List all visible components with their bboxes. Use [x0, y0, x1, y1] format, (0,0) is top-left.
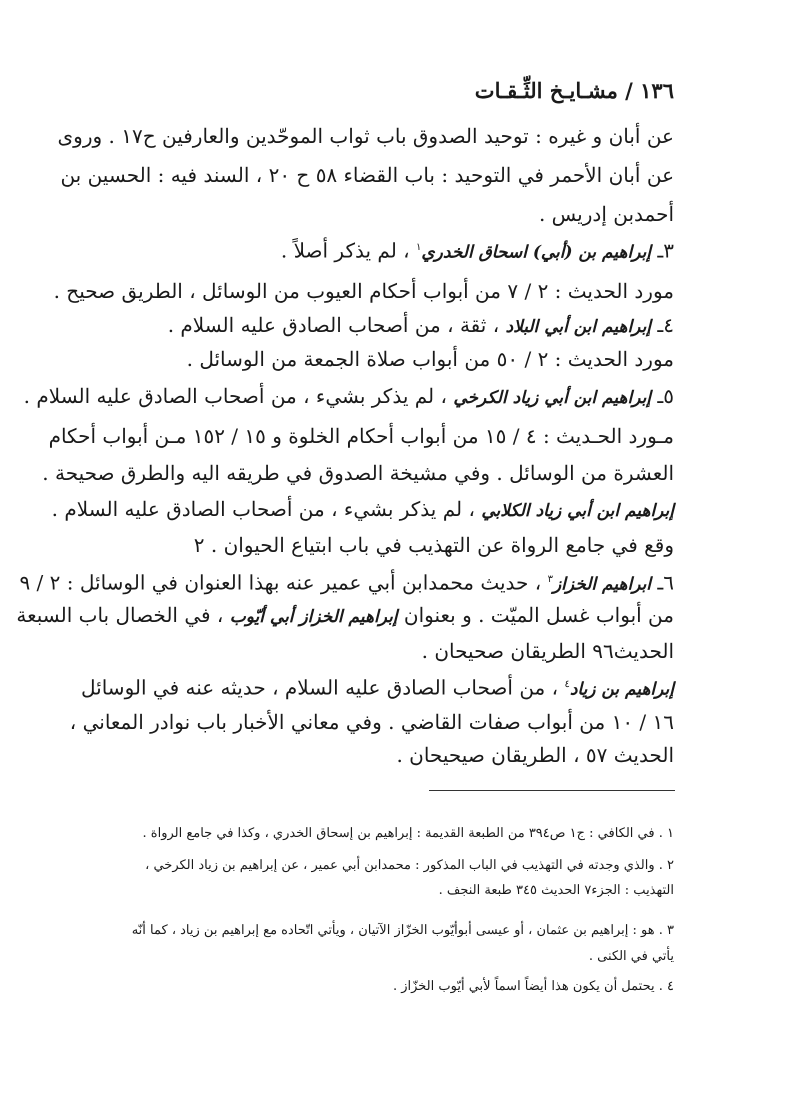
- entry-number: ٦ـ: [657, 570, 674, 595]
- text-line: وقع في جامع الرواة عن التهذيب في باب ابتياع الحيوان . ٢: [193, 533, 674, 557]
- entry-5-line: [24, 381, 674, 413]
- entry-number: ٣ـ: [657, 238, 674, 263]
- text-line-with-name: [16, 600, 674, 632]
- text-line: ١٦ / ١٠ من أبواب صفات القاضي . وفي معاني الأخبار باب نوادر المعاني ،: [69, 710, 674, 734]
- footnote-divider: [429, 790, 675, 791]
- entry-text: ، لم يذكر بشيء ، من أصحاب الصادق عليه السلام .: [23, 384, 447, 408]
- entry-4-line: [168, 310, 674, 342]
- footnote-ref: ١: [416, 242, 422, 253]
- text-line: مورد الحديث : ٢ / ٧ من أبواب أحكام العيوب من الوسائل ، الطريق صحيح .: [53, 279, 674, 303]
- narrator-name: إبراهيم ابن أبي زياد الكلابي: [481, 501, 674, 521]
- entry-text: ، من أصحاب الصادق عليه السلام ، حديثه عنه في الوسائل: [81, 675, 559, 700]
- entry-text: ، في الخصال باب السبعة: [16, 603, 224, 627]
- entry-text: ، ثقة ، من أصحاب الصادق عليه السلام .: [167, 313, 500, 337]
- entry-text: ، لم يذكر بشيء ، من أصحاب الصادق عليه السلام .: [51, 497, 475, 521]
- narrator-name: إبراهيم الخزاز أبي أيّوب: [229, 607, 398, 627]
- text-line: عن أبان و غيره : توحيد الصدوق باب ثواب الموحّدين والعارفين ح١٧ . وروى: [57, 124, 674, 148]
- entry-text: من أبواب غسل الميّت . و بعنوان: [403, 603, 674, 627]
- narrator-name: ابراهيم الخزاز: [552, 574, 652, 595]
- footnote: ٤ . يحتمل أن يكون هذا أيضاً اسماً لأبي أيّوب الخزّاز .: [392, 979, 674, 994]
- footnote-continuation: التهذيب : الجزء٧ الحديث ٣٤٥ طبعة النجف .: [438, 883, 674, 898]
- text-line: أحمدبن إدريس .: [538, 202, 674, 226]
- entry-3-line: [281, 233, 674, 268]
- narrator-name: إبراهيم ابن أبي البلاد: [505, 317, 652, 337]
- page-header: ١٣٦ / مشـايـخ الثِّـقـات: [474, 78, 674, 103]
- entry-number: ٤ـ: [657, 313, 674, 337]
- footnote: ٢ . والذي وجدته في التهذيب في الباب المذكور : محمدابن أبي عمير ، عن إبراهيم بن زياد الكرخي ،: [145, 858, 674, 873]
- footnote: ٣ . هو : إبراهيم بن عثمان ، أو عيسى أبوأيّوب الخزّاز الآتيان ، ويأتي اتّحاده مع إبراهيم بن زياد ، كما أنّه: [131, 923, 674, 938]
- entry-5b-line: [52, 494, 674, 526]
- entry-6-line: [19, 565, 674, 600]
- text-line: عن أبان الأحمر في التوحيد : باب القضاء ٥٨ ح ٢٠ ، السند فيه : الحسين بن: [60, 163, 674, 187]
- text-line: الحديث ٥٧ ، الطريقان صيحيحان .: [396, 743, 674, 767]
- narrator-name: إبراهيم بن (أبي) اسحاق الخدري: [421, 242, 652, 263]
- entry-6b-line: [81, 670, 674, 705]
- footnote-ref: ٤: [564, 679, 570, 690]
- text-line: العشرة من الوسائل . وفي مشيخة الصدوق في طريقه اليه والطرق صحيحة .: [42, 461, 674, 485]
- text-line: مـورد الحـديث : ٤ / ١٥ من أبواب أحكام الخلوة و ١٥ / ١٥٢ مـن أبواب أحكام: [48, 424, 674, 448]
- text-line: مورد الحديث : ٢ / ٥٠ من أبواب صلاة الجمعة من الوسائل .: [186, 347, 674, 371]
- entry-text: ، حديث محمدابن أبي عمير عنه بهذا العنوان في الوسائل : ٢ / ٩: [19, 570, 542, 595]
- narrator-name: إبراهيم ابن أبي زياد الكرخي: [453, 388, 652, 408]
- narrator-name: إبراهيم بن زياد: [569, 679, 674, 700]
- footnote-ref: ٣: [547, 574, 553, 585]
- text-line: الحديث٩٦ الطريقان صحيحان .: [421, 639, 674, 663]
- entry-number: ٥ـ: [657, 384, 674, 408]
- footnote: ١ . في الكافي : ج١ ص٣٩٤ من الطبعة القديمة : إبراهيم بن إسحاق الخدري ، وكذا في جامع الرواة .: [142, 826, 674, 841]
- footnote-continuation: يأتي في الكنى .: [588, 949, 674, 964]
- entry-text: ، لم يذكر أصلاً .: [280, 238, 410, 263]
